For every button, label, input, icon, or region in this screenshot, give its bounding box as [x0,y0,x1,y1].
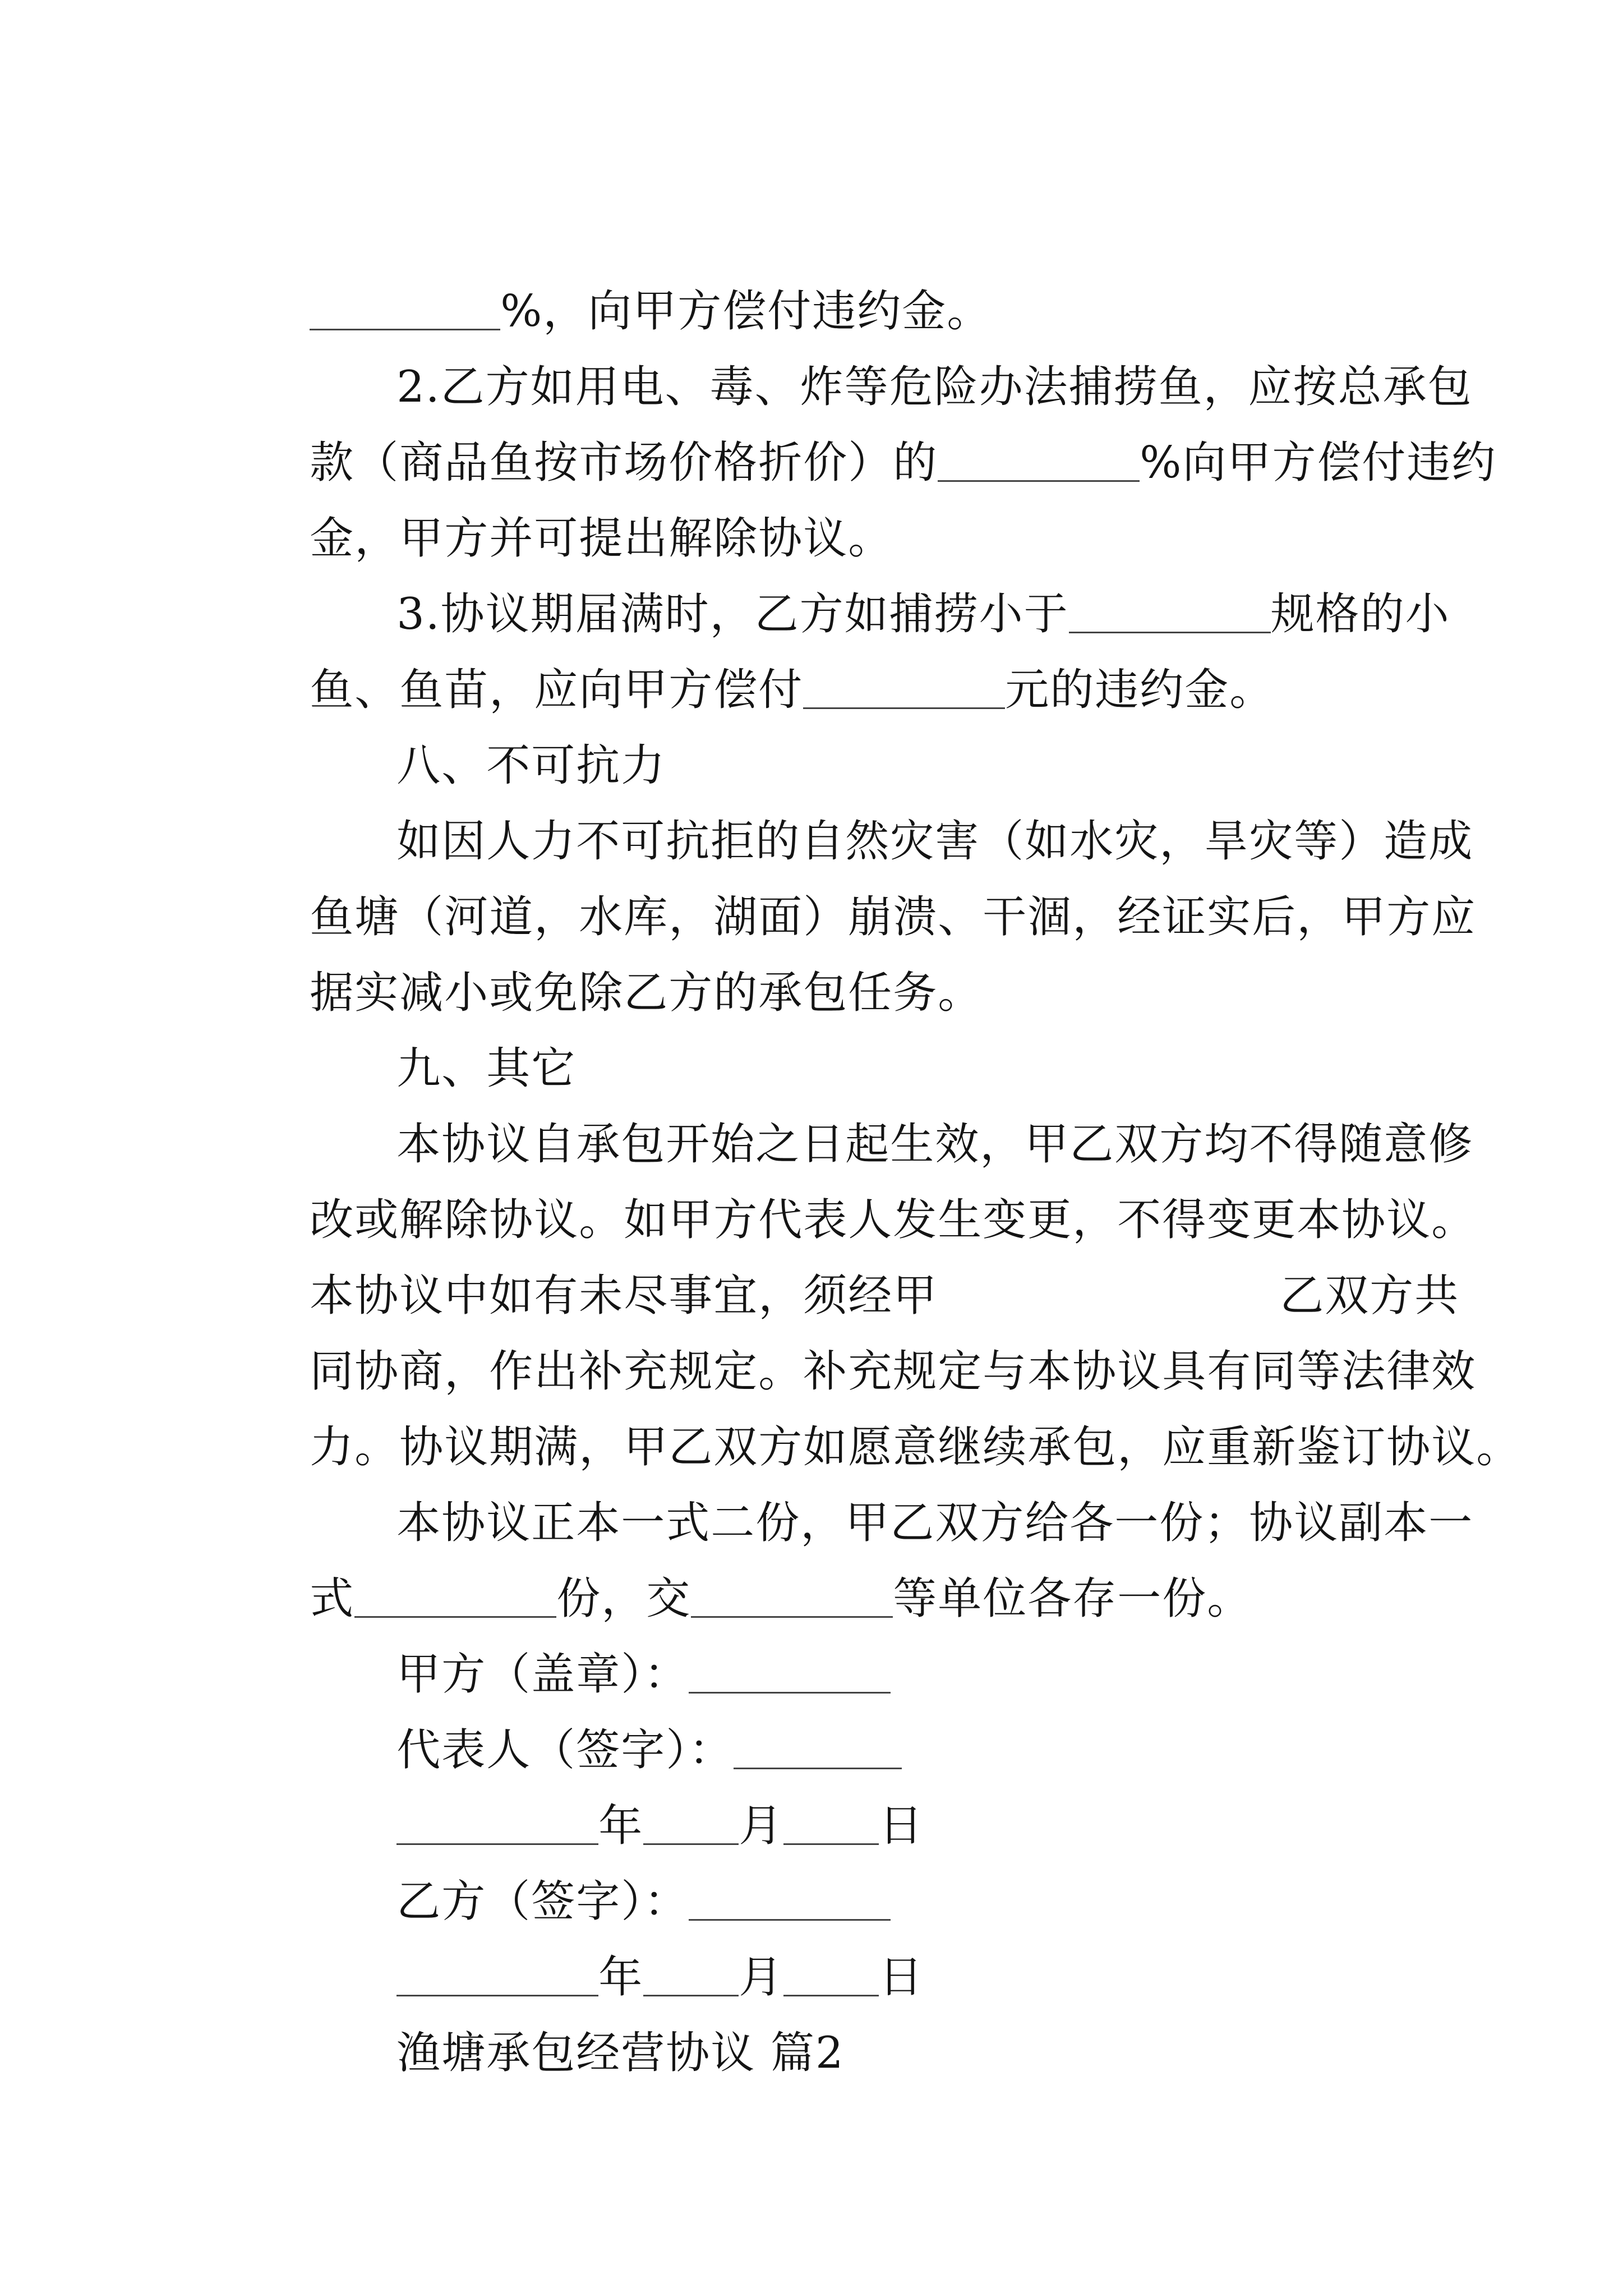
text-run: 九、其它 [396,1043,577,1094]
text-line [250,1271,1477,1397]
next-section-title [336,1952,845,2078]
text-run: 月 [739,1801,784,1851]
text-run: 份，交 [556,1573,691,1624]
date-line [336,1876,924,2003]
text-line [250,1498,1252,1624]
text-run: 乙双方共 [1280,1271,1460,1321]
text-run: 年 [598,1952,644,2003]
text-line [250,589,1275,715]
text-line [336,1422,1474,1548]
text-line [336,513,1450,639]
text-run: 鱼、鱼苗，应向甲方偿付 [310,665,804,715]
text-run: 同协商，作出补充规定。补充规定与本协议具有同等法律效 [310,1346,1477,1397]
text-run: 元的违约金。 [1005,665,1275,715]
text-line [336,286,1473,412]
text-run: 据实减小或免除乙方的承包任务。 [310,968,983,1018]
text-run: 金，甲方并可提出解除协议。 [310,513,893,564]
text-run: 力。协议期满，甲乙双方如愿意继续承包，应重新鉴订协议。 [310,1422,1521,1473]
text-run: %向甲方偿付违约 [1140,438,1497,488]
section-heading [336,665,666,791]
text-run: 代表人（签字）： [396,1725,734,1775]
text-line [250,1119,1477,1245]
text-run: 改或解除协议。如甲方代表人发生变更，不得变更本协议。 [310,1195,1477,1245]
text-line [250,1195,1460,1321]
text-line [250,1346,1521,1473]
text-run: 3.协议期届满时，乙方如捕捞小于 [396,589,1069,639]
text-line [250,438,893,564]
text-line [336,740,1474,867]
text-line [250,362,1497,488]
text-run: %，向甲方偿付违约金。 [500,286,992,337]
text-run: 式 [310,1573,355,1624]
date-line [336,1725,924,1851]
text-run: 乙方（签字）： [396,1876,689,1927]
text-run: 等单位各存一份。 [893,1573,1252,1624]
text-run: 本协议自承包开始之日起生效，甲乙双方均不得随意修 [396,1119,1474,1170]
text-run: 2.乙方如用电、毒、炸等危险办法捕捞鱼，应按总承包 [396,362,1473,412]
fill-blank [938,478,1140,482]
signature-party-b [336,1801,891,1927]
text-run: 如因人力不可抗拒的自然灾害（如水灾，旱灾等）造成 [396,816,1474,867]
text-run: 本协议中如有未尽事宜，须经甲 [310,1271,938,1321]
text-run: 本协议正本一式二份，甲乙双方给各一份；协议副本一 [396,1498,1474,1548]
text-run: 年 [598,1801,644,1851]
text-run: 月 [739,1952,784,2003]
text-run: 鱼塘（河道，水库，湖面）崩溃、干涸，经证实后，甲方应 [310,892,1477,942]
section-heading [336,968,577,1094]
signature-party-a [336,1573,891,1700]
fill-blank [803,705,1005,709]
text-line [250,892,983,1018]
text-run: 日 [879,1952,924,2003]
text-run: 日 [879,1801,924,1851]
text-run: 款（商品鱼按市场价格折价）的 [310,438,938,488]
text-run: 规格的小 [1270,589,1450,639]
text-line [250,816,1477,942]
text-line [336,1043,1474,1170]
signature-representative [336,1649,902,1775]
text-line [250,210,992,337]
text-run: 八、不可抗力 [396,740,666,791]
text-run: 甲方（盖章）： [396,1649,689,1700]
text-run: 渔塘承包经营协议 篇2 [396,2028,845,2078]
